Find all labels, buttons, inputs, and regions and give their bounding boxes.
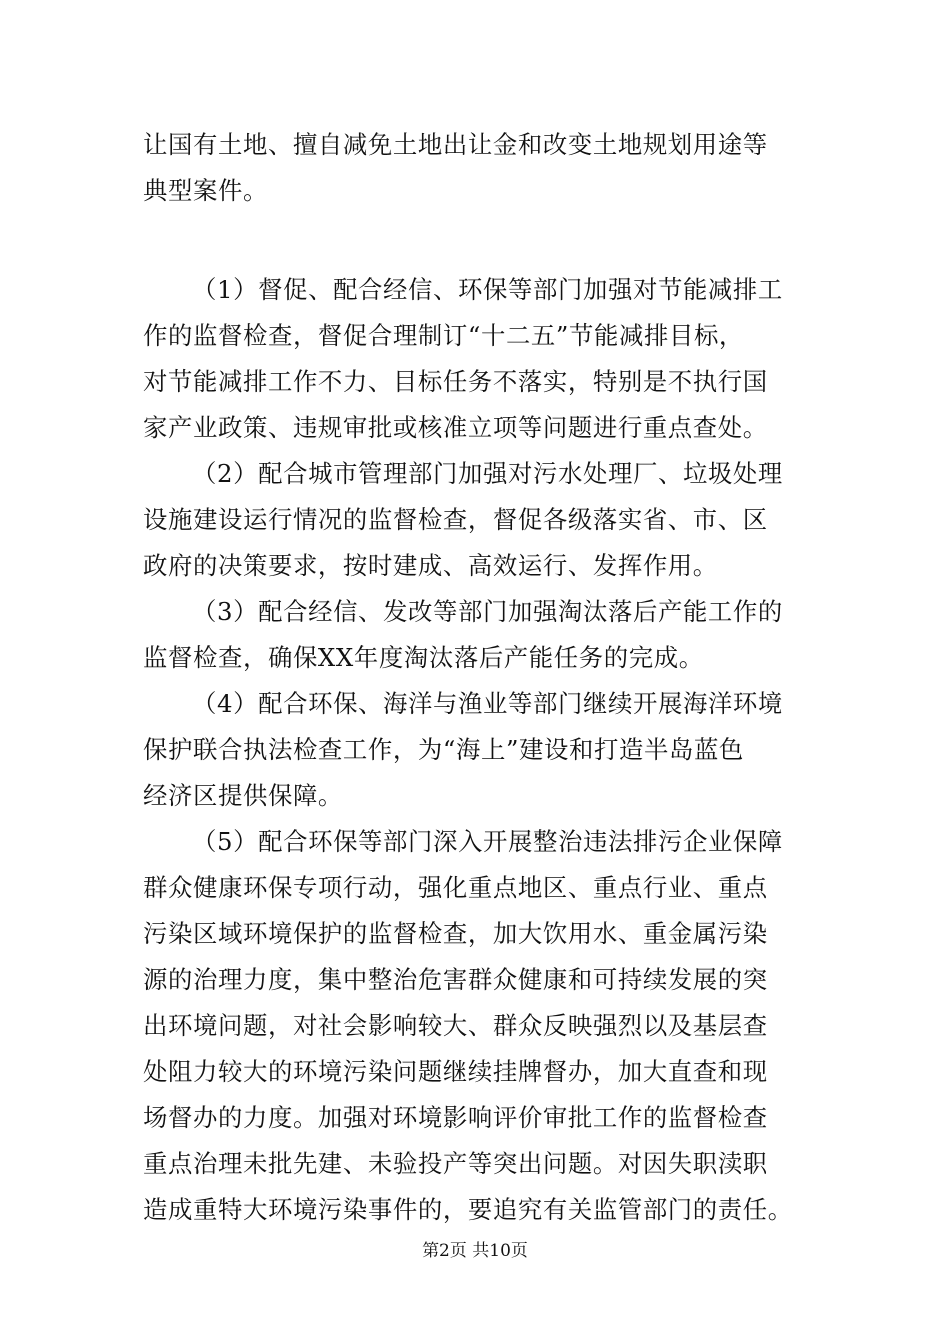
text-line: 政府的决策要求，按时建成、高效运行、发挥作用。 bbox=[143, 551, 718, 580]
text-line: 污染区域环境保护的监督检查，加大饮用水、重金属污染 bbox=[143, 919, 768, 948]
text-line: （2）配合城市管理部门加强对污水处理厂、垃圾处理 bbox=[192, 459, 783, 488]
text-line: 场督办的力度。加强对环境影响评价审批工作的监督检查 bbox=[143, 1103, 768, 1132]
text-line: （1）督促、配合经信、环保等部门加强对节能减排工 bbox=[192, 275, 783, 304]
paragraph-gap bbox=[143, 214, 809, 267]
document-body bbox=[143, 122, 809, 1233]
text-line: 经济区提供保障。 bbox=[143, 781, 343, 810]
text-line: 源的治理力度，集中整治危害群众健康和可持续发展的突 bbox=[143, 965, 768, 994]
text-line: 保护联合执法检查工作，为“海上”建设和打造半岛蓝色 bbox=[143, 735, 744, 764]
text-line: 重点治理未批先建、未验投产等突出问题。对因失职渎职 bbox=[143, 1149, 768, 1178]
text-line: 造成重特大环境污染事件的，要追究有关监管部门的责任。 bbox=[143, 1195, 793, 1224]
text-line: 作的监督检查，督促合理制订“十二五”节能减排目标， bbox=[143, 321, 744, 350]
text-line: 家产业政策、违规审批或核准立项等问题进行重点查处。 bbox=[143, 413, 768, 442]
text-line: 典型案件。 bbox=[143, 176, 268, 205]
page-number-footer: 第2页 共10页 bbox=[422, 1241, 528, 1261]
text-line: 让国有土地、擅自减免土地出让金和改变土地规划用途等 bbox=[143, 130, 768, 159]
text-line: 监督检查，确保XX年度淘汰落后产能任务的完成。 bbox=[143, 643, 704, 672]
text-line: 处阻力较大的环境污染问题继续挂牌督办，加大直查和现 bbox=[143, 1057, 768, 1086]
text-line: 对节能减排工作不力、目标任务不落实，特别是不执行国 bbox=[143, 367, 768, 396]
text-line: 出环境问题，对社会影响较大、群众反映强烈以及基层查 bbox=[143, 1011, 768, 1040]
text-line: 设施建设运行情况的监督检查，督促各级落实省、市、区 bbox=[143, 505, 768, 534]
text-line: （4）配合环保、海洋与渔业等部门继续开展海洋环境 bbox=[192, 689, 783, 718]
text-line: （3）配合经信、发改等部门加强淘汰落后产能工作的 bbox=[192, 597, 783, 626]
text-line: 群众健康环保专项行动，强化重点地区、重点行业、重点 bbox=[143, 873, 768, 902]
text-line: （5）配合环保等部门深入开展整治违法排污企业保障 bbox=[192, 827, 783, 856]
